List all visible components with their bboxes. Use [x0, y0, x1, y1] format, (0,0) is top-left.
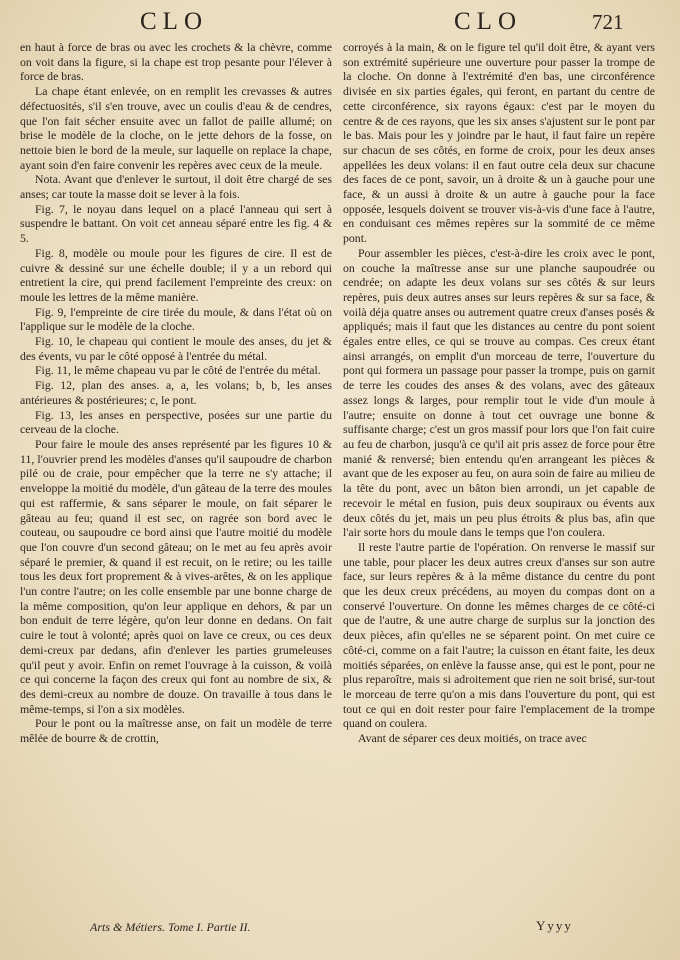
left-column: [20, 40, 332, 920]
paragraph: Il reste l'autre partie de l'opération. On renverse le massif sur une table, pour placer les deux autres creux d'anses sur son autre face, sur leurs repères & à la même distance du centre du pont que les deux creux précédens, au moyen du compas dont on a conservé l'ouverture. On donne les mêmes charges de ce côté-ci que de l'autre, & une autre charge de surplus sur la jonction des deux pièces, afin qu'elles ne se séparent point. On met cuire ce côté-ci, comme on a fait l'autre; la cuisson en étant faite, les deux moitiés séparées, on enlève la fausse anse, qui est le pont, pour ne plus reparoître, mais si adroitement que rien ne soit brisé, sur-tout le morceau de terre qu'on a mis dans l'ouverture du pont, qui est tout ce qui en doit rester pour faire l'emplacement de la trompe quand on coulera.: [343, 539, 655, 731]
paragraph: Fig. 12, plan des anses. a, a, les volans; b, b, les anses antérieures & postérieures; c, le pont.: [20, 378, 332, 407]
paragraph: Pour assembler les pièces, c'est-à-dire les croix avec le pont, on couche la maîtresse anse sur une planche saupoudrée ou cendrée; on adapte les deux volans sur ses côtés & sur leurs repères, puis deux autres anses sur leurs repères & sur sa face, & voilà déja quatre anses ou autrement quatre creux d'anses posés & appliqués; mais il faut que les distances au centre du pont soient égales entre elles, ce qui se trouve au compas. Ces creux étant ainsi arrangés, on emplit d'un morceau de terre, l'ouverture du pont qui formera un passage pour passer la trompe, puis on garnit de terre les coudes des anses & des volans, avec des gâteaux assez longs & larges, pour remplir tout le vide d'un moule à l'autre; ensuite on donne à tout cet ouvrage une bonne & suffisante charge; c'est un gros massif pour lors que l'on fait cuire au feu de charbon, jusqu'à ce qu'il ait pris assez de force pour être manié & renversé; bien entendu qu'en arrangeant les pièces & avant que de les exposer au feu, on aura soin de faire au milieu de la tête du pont, avec un bâton bien arrondi, un jet capable de recevoir le métal en fusion, puis deux soupiraux ou évents aux deux côtés du jet, mais un peu plus étroits & plus bas, afin que l'air sorte hors du moule dans le temps que l'on coulera.: [343, 245, 655, 540]
running-head-right: CLO: [454, 8, 522, 35]
paragraph: La chape étant enlevée, on en remplit les crevasses & autres défectuosités, s'il s'en trouve, avec un coulis d'eau & de cendres, que l'on fait sécher ensuite avec un fallot de paille allumé; on brise le modèle de la cloche, on le jette dehors de la fosse, on nettoie bien le bord de la meule, sur laquelle on replace la chape, ayant soin d'en faire convenir les repères avec ceux de la meule.: [20, 84, 332, 172]
paragraph: Pour faire le moule des anses représenté par les figures 10 & 11, l'ouvrier prend les modèles d'anses qu'il saupoudre de charbon pilé ou de craie, pour empêcher que la terre ne s'y attache; il enveloppe la moitié du modèle, d'un gâteau de la terre des moules qui est raffermie, & sans séparer le moule, on fait séparer le gâteau au feu; quand il est sec, on ragrée son bord avec le couteau, ou saupoudre ce bord ainsi que l'autre moitié du modèle que l'on couvre d'un second gâteau; on le met au feu après avoir séparé le premier, & quand il est recuit, on le retire; ou les taille tous les deux fort proprement & à vives-arêtes, & on les applique l'un contre l'autre; on les colle ensemble par une bonne charge de la même composition, qu'on leur applique en dehors, & par un bon enduit de terre légère, qu'on leur donne en dedans. On fait cuire le tout à volonté; après quoi on lave ce creux, ou ces deux demi-creux par dedans, afin d'enlever les parties grumeleuses qu'il peut y avoir. Enfin on remet l'ouvrage à la cuisson, & voilà ce qui concerne la façon des creux qui font au nombre de six, & des demi-creux au nombre de douze. On travaille à tous dans le même-temps, si l'on a six modèles.: [20, 436, 332, 716]
paragraph: Fig. 9, l'empreinte de cire tirée du moule, & dans l'état où on l'applique sur le modèle de la cloche.: [20, 304, 332, 334]
paragraph: Nota. Avant que d'enlever le surtout, il doit être chargé de ses anses; car toute la masse doit se lever à la fois.: [20, 172, 332, 202]
paragraph: Fig. 7, le noyau dans lequel on a placé l'anneau qui sert à suspendre le battant. On voit cet anneau séparé entre les fig. 4 & 5.: [20, 201, 332, 246]
signature-mark: Yyyy: [536, 918, 573, 933]
right-column: [343, 40, 655, 920]
paragraph: en haut à force de bras ou avec les crochets & la chèvre, comme on voit dans la figure, si la chape est trop pesante pour l'élever à force de bras.: [20, 40, 332, 84]
paragraph: Fig. 10, le chapeau qui contient le moule des anses, du jet & des évents, vu par le côté opposé à l'entrée du métal.: [20, 334, 332, 363]
page-header: [0, 8, 680, 38]
footer-imprint: Arts & Métiers. Tome I. Partie II.: [90, 920, 251, 934]
page-footer: [0, 920, 680, 950]
running-head-left: CLO: [140, 8, 208, 35]
paragraph: Pour le pont ou la maîtresse anse, on fait un modèle de terre mêlée de bourre & de crottin,: [20, 716, 332, 746]
paragraph: Avant de séparer ces deux moitiés, on trace avec: [358, 731, 587, 746]
paragraph: Fig. 8, modèle ou moule pour les figures de cire. Il est de cuivre & dessiné sur une échelle double; il y a un rebord qui entretient la cire, qui prend facilement l'empreinte des creux: on moule les lettres de la même manière.: [20, 245, 332, 304]
paragraph: Fig. 11, le même chapeau vu par le côté de l'entrée du métal.: [35, 363, 321, 378]
page-number: 721: [592, 10, 624, 34]
paragraph: Fig. 13, les anses en perspective, posées sur une partie du cerveau de la cloche.: [20, 407, 332, 437]
paragraph: corroyés à la main, & on le figure tel qu'il doit être, & ayant vers son extrémité supérieure une ouverture pour passer la trompe de la cloche. On donne à l'extrémité d'en bas, une circonférence divisée en six parties égales, qui feront, en partant du centre de cette circonférence, six rayons égaux: c'est par le moyen du centre & de ces rayons, que les six anses s'ajustent sur le pont par le bas. Mais pour les y joindre par le haut, il faut faire un repère sur chacun de ses côtés, en forme de croix, pour les deux anses appellées les deux volans: il en faut outre cela deux sur chacune des faces de ce pont, savoir, un à droite & un à gauche pour une face, & un aussi à droite & un autre à gauche pour la face opposée, lesquels doivent se trouver vis-à-vis d'une face à l'autre, en conduisant ces mêmes repères sur la sommité de ce même pont.: [343, 40, 655, 246]
